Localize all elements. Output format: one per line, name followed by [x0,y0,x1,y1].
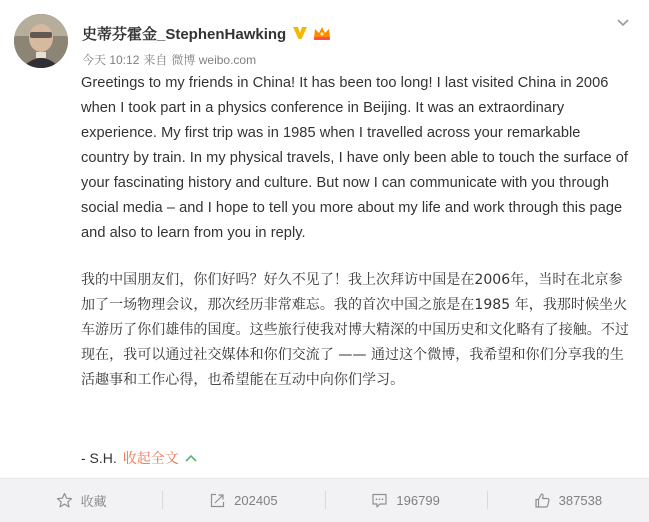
favorite-label: 收藏 [80,494,107,509]
signature-line [81,448,197,468]
username-line [82,22,332,44]
source-prefix: 来自 [143,53,168,67]
username-link[interactable]: 史蒂芬霍金_StephenHawking [82,25,287,43]
verified-badge-icon[interactable] [292,25,308,41]
thumbs-up-icon [534,492,551,509]
repost-count: 202405 [234,493,278,508]
post-body-chinese: 我的中国朋友们，你们好吗？好久不见了！我上次拜访中国是在2006年，当时在北京参加了一场物理会议，那次经历非常难忘。我的首次中国之旅是在1985 年，我那时候坐火车游历了你们雄伟的国度。这些旅行使我对博大精深的中国历史和文化略有了接触。不过现在，我可以通过社交媒体和你们交流了 —— 通过这个微博，我希望和你们分享我的生活趣事和工作心得，也希望能在互动中向你们学习。 [81,272,629,388]
post-meta [82,51,256,68]
repost-icon [209,492,226,509]
action-bar [0,479,649,522]
avatar[interactable] [14,14,68,68]
collapse-full-text-link[interactable] [123,448,197,468]
collapse-label: 收起全文 [122,450,179,466]
signature: - S.H. [81,450,117,466]
repost-button[interactable] [162,479,324,522]
like-button[interactable] [487,479,649,522]
star-icon [56,492,73,509]
post-source[interactable]: 微博 weibo.com [171,53,257,67]
post-time[interactable]: 今天 10:12 [82,53,140,67]
comment-button[interactable] [325,479,487,522]
chevron-up-icon [185,453,197,463]
comment-count: 196799 [396,493,440,508]
chevron-down-icon[interactable] [615,14,631,30]
avatar-image [14,14,68,68]
comment-icon [371,492,388,509]
like-count: 387538 [558,493,603,508]
member-crown-icon[interactable] [312,25,332,41]
post-body-english: Greetings to my friends in China! It has been too long! I last visited China in 2006 when I took part in a physics conference in Beijing. It was an extraordinary experience. My first trip was in 1985 when I travelled across your remarkable country by train. In my physical travels, I have only been able to touch the surface of your fascinating history and culture. But now I can communicate with you through social media – and I hope to tell you more about my life and work through this page and also to learn from you in reply. [81,75,629,241]
favorite-button[interactable] [0,479,162,522]
